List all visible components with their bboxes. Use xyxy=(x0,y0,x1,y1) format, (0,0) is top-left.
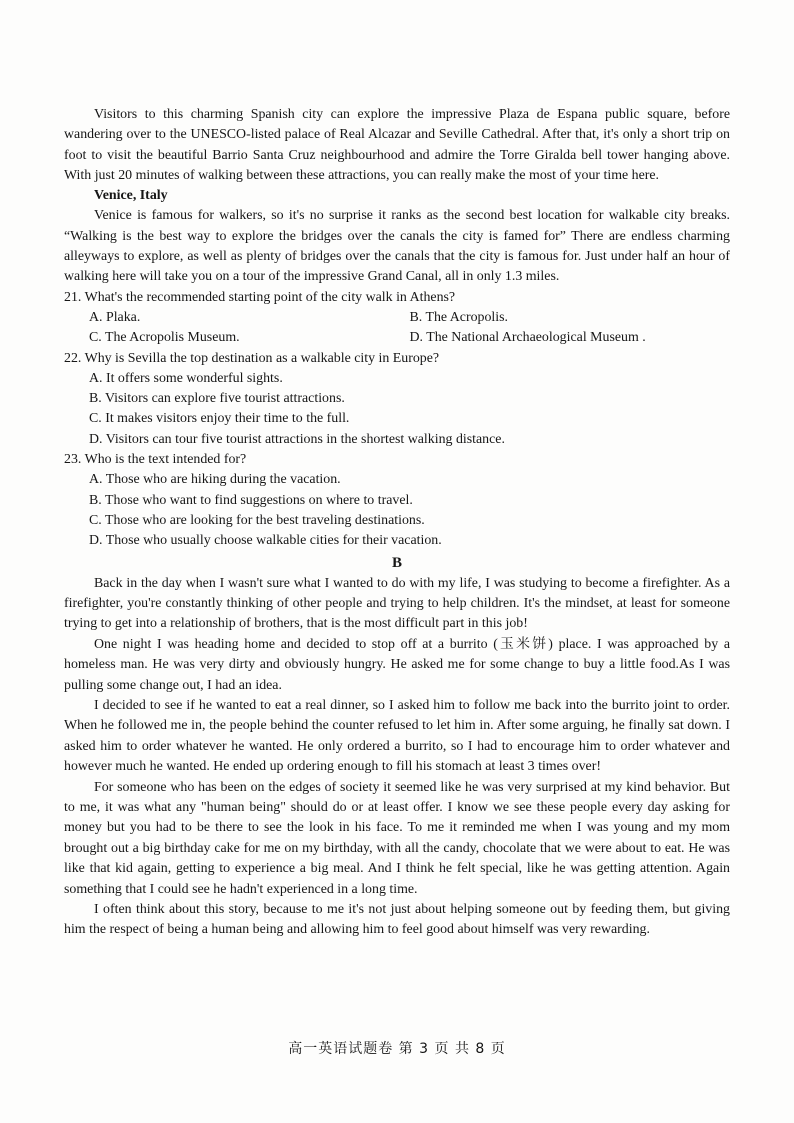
page-footer: 高一英语试题卷 第 3 页 共 8 页 xyxy=(288,1041,506,1057)
question-22 xyxy=(64,349,730,450)
question-21 xyxy=(64,288,730,349)
question-23 xyxy=(64,450,730,551)
question-21-option-a: A. Plaka. xyxy=(89,309,141,325)
question-21-option-b: B. The Acropolis. xyxy=(409,309,509,325)
passage-b-paragraph-3: I decided to see if he wanted to eat a real dinner, so I asked him to follow me back into the burrito joint to order. When he followed me in, the people behind the counter refused to let him in. After some arguing, he finally sat down. I asked him to order whatever he wanted. He only ordered a burrito, so I had to encourage him to order whatever and however much he wanted. He ended up ordering enough to fill his stomach at least 3 times over! xyxy=(64,697,730,775)
question-23-option-c: C. Those who are looking for the best traveling destinations. xyxy=(89,512,425,528)
passage-b-paragraph-4: For someone who has been on the edges of society it seemed like he was very surprised at my kind behavior. But to me, it was what any "human being" should do or at least offer. I know we see these people every day asking for money but you had to be there to see the look in his face. To me it reminded me when I was young and my mom brought out a big birthday cake for me on my birthday, with all the candy, chocolate that we were about to eat. He was like that kid again, getting to experience a big meal. And I think he felt special, like he was getting attention. Again something that I could see he hadn't experienced in a long time. xyxy=(64,779,730,897)
passage-a-paragraph-1: Visitors to this charming Spanish city can explore the impressive Plaza de Espana public square, before wandering over to the UNESCO-listed palace of Real Alcazar and Seville Cathedral. After that, it's only a short trip on foot to visit the beautiful Barrio Santa Cruz neighbourhood and admire the Torre Giralda bell tower hanging above. With just 20 minutes of walking between these attractions, you can really make the most of your time here. xyxy=(64,107,730,183)
question-21-stem: 21. What's the recommended starting point of the city walk in Athens? xyxy=(64,289,456,305)
question-22-option-a: A. It offers some wonderful sights. xyxy=(89,370,283,386)
question-21-option-d: D. The National Archaeological Museum . xyxy=(409,330,646,346)
question-22-stem: 22. Why is Sevilla the top destination as a walkable city in Europe? xyxy=(64,350,440,366)
question-23-option-d: D. Those who usually choose walkable cities for their vacation. xyxy=(89,533,442,549)
question-21-option-c: C. The Acropolis Museum. xyxy=(89,330,240,346)
passage-b-paragraph-1: Back in the day when I wasn't sure what I wanted to do with my life, I was studying to become a firefighter. As a firefighter, you're constantly thinking of other people and trying to help children. It's the mindset, at least for someone trying to get into a relationship of brothers, that is the most difficult part in this job! xyxy=(64,575,730,632)
passage-b xyxy=(64,574,730,941)
question-22-option-d: D. Visitors can tour five tourist attractions in the shortest walking distance. xyxy=(89,431,505,447)
passage-b-paragraph-2: One night I was heading home and decided to stop off at a burrito (玉米饼) place. I was approached by a homeless man. He was very dirty and obviously hungry. He asked me for some change to buy a little food.As I was pulling some change out, I had an idea. xyxy=(64,636,730,693)
venice-heading: Venice, Italy xyxy=(94,188,168,204)
section-b-label: B xyxy=(391,554,402,571)
passage-b-paragraph-5: I often think about this story, because to me it's not just about helping someone out by feeding them, but giving him the respect of being a human being and allowing him to feel good about himself was very rewarding. xyxy=(64,902,730,938)
passage-a-paragraph-2: Venice is famous for walkers, so it's no surprise it ranks as the second best location for walkable city breaks. “Walking is the best way to explore the bridges over the canals the city is famed for” There are endless charming alleyways to explore, as well as plenty of bridges over the canals that the city is famous for. Just under half an hour of walking here will take you on a tour of the impressive Grand Canal, all in only 1.3 miles. xyxy=(64,208,730,285)
question-22-option-c: C. It makes visitors enjoy their time to the full. xyxy=(89,411,350,427)
question-23-option-a: A. Those who are hiking during the vacation. xyxy=(89,472,341,488)
exam-page xyxy=(64,105,730,941)
question-23-option-b: B. Those who want to find suggestions on where to travel. xyxy=(89,492,413,508)
question-22-option-b: B. Visitors can explore five tourist attractions. xyxy=(89,391,345,407)
question-23-stem: 23. Who is the text intended for? xyxy=(64,452,247,468)
